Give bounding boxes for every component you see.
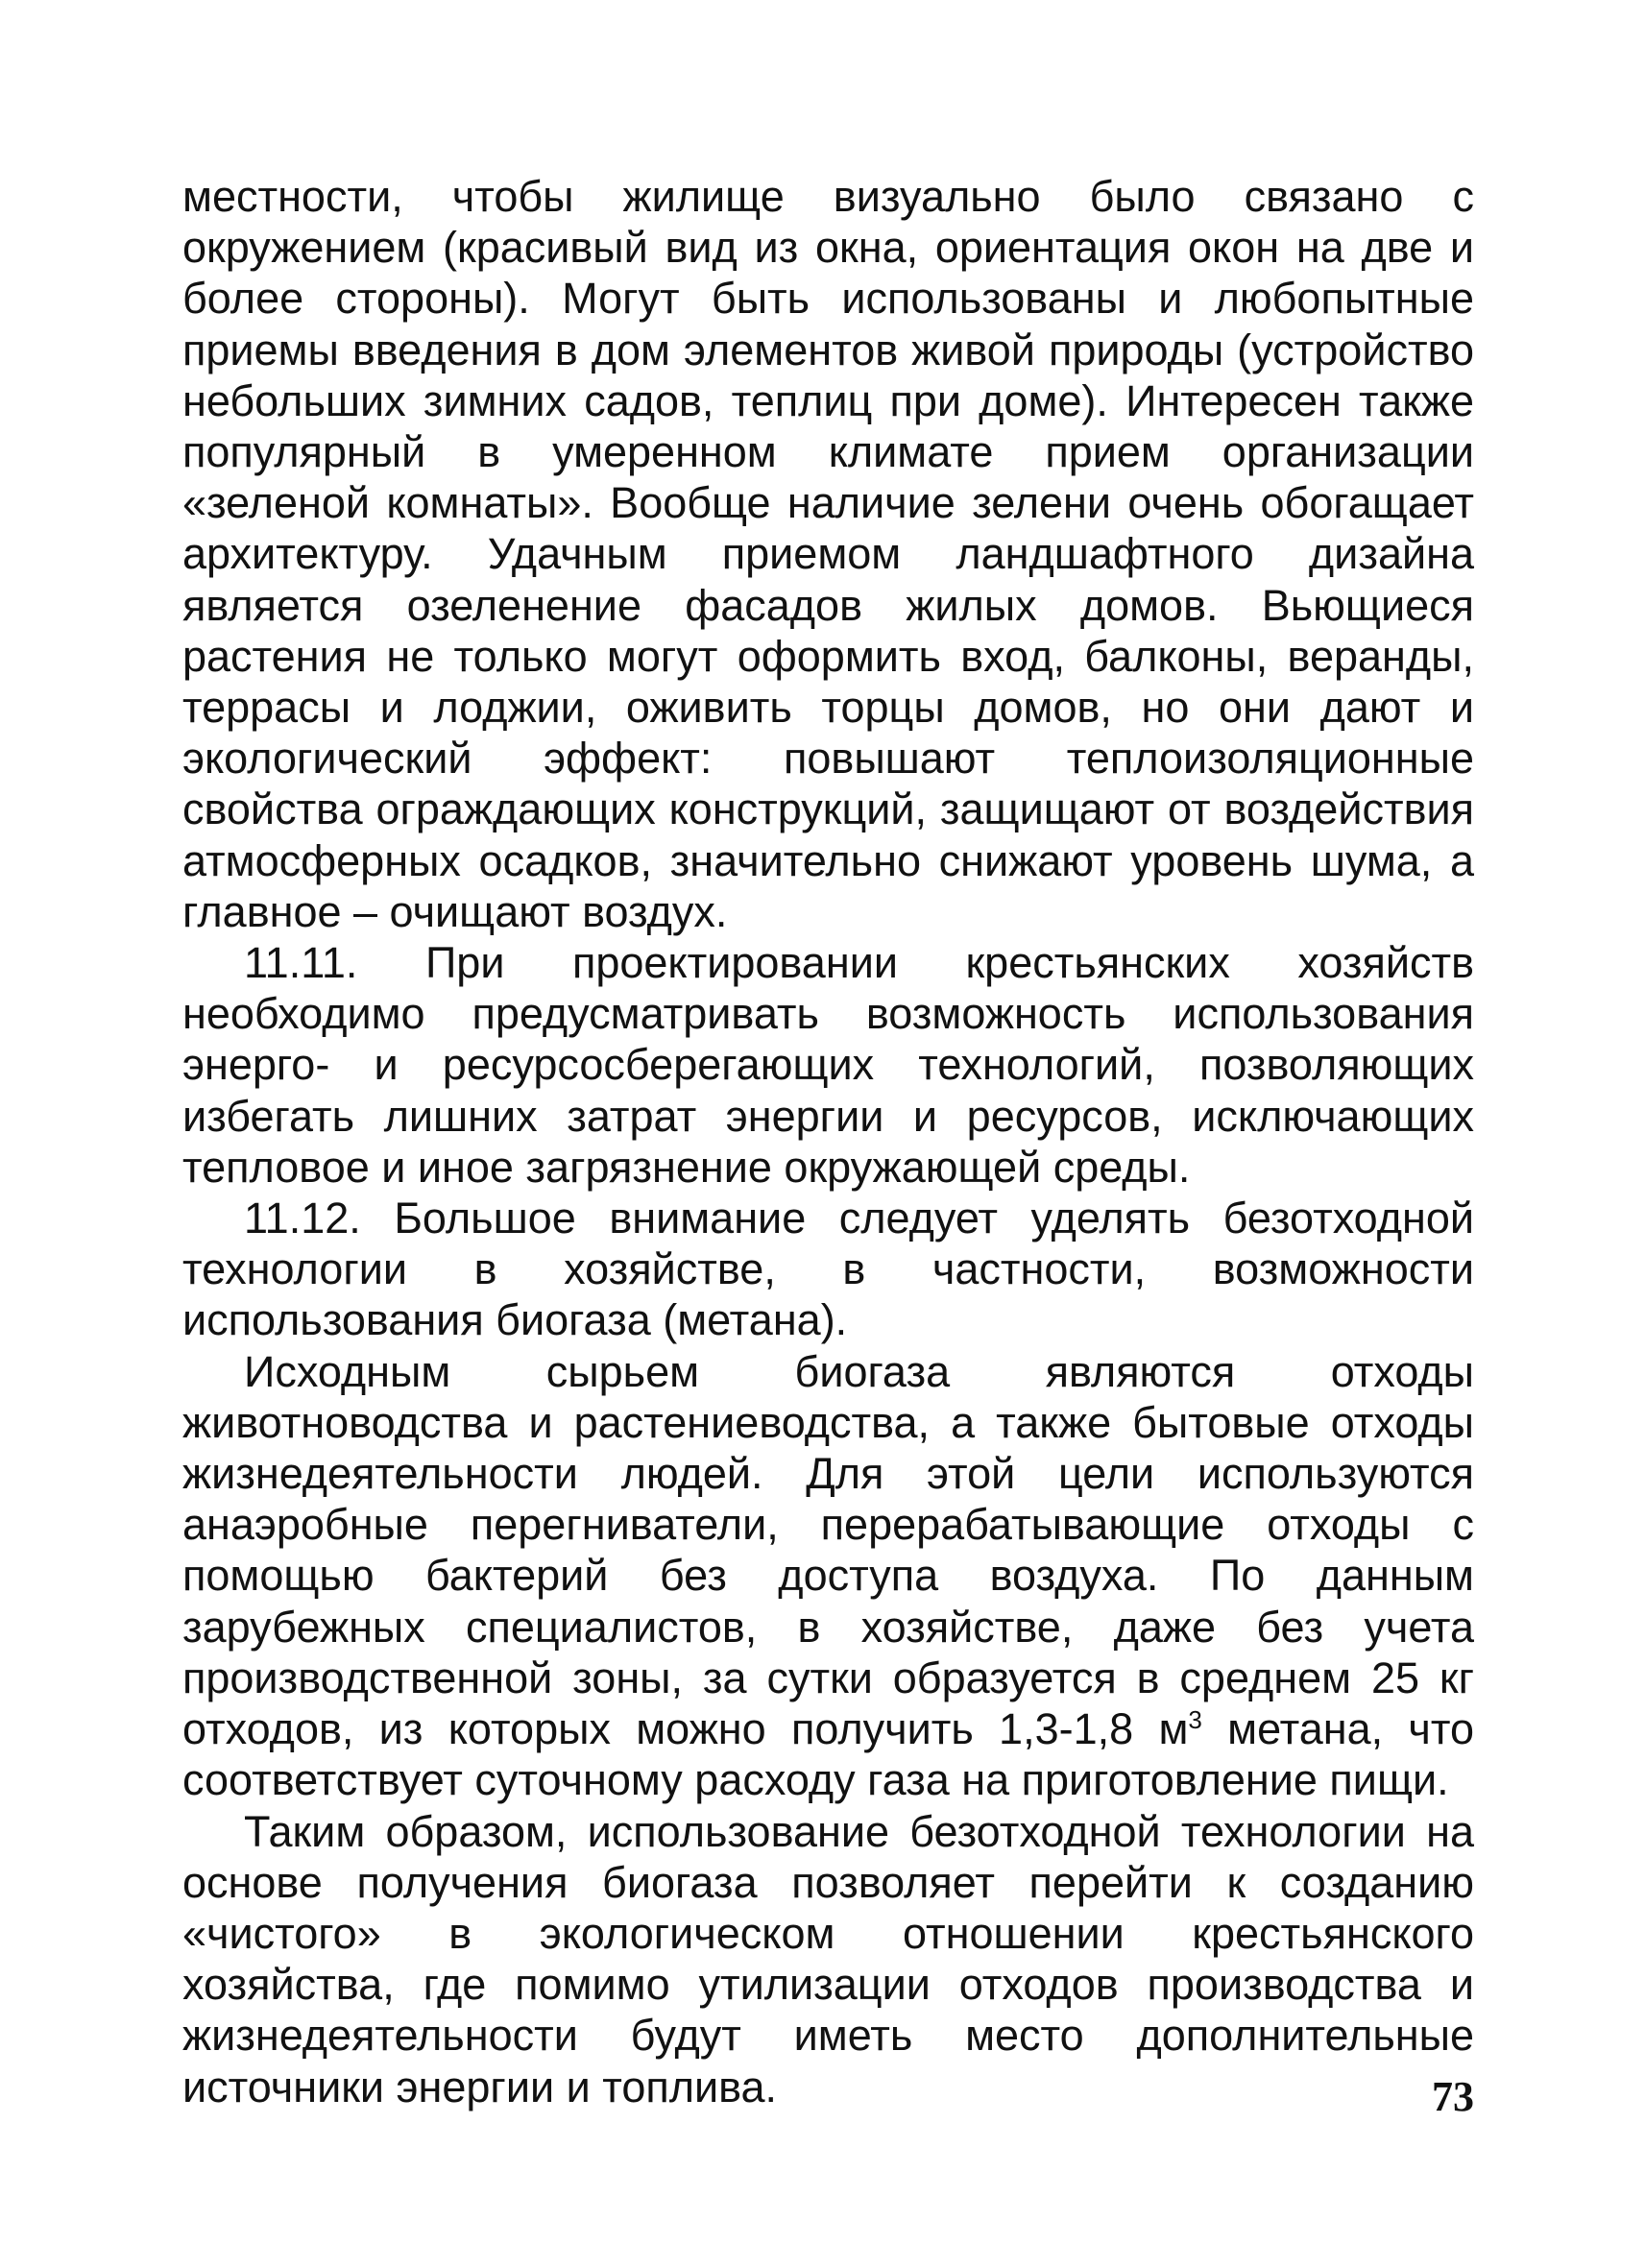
- paragraph-2: 11.11. При проектировании крестьянских хозяйств необходимо предусматривать возможность использования энерго- и ресурсосберегающих технологий, позволяющих избегать лишних затрат энергии и ресурсов, исключающих тепловое и иное загрязнение окружающей среды.: [182, 938, 1474, 1192]
- body-text: [182, 171, 1474, 2112]
- paragraph-4: [182, 1346, 1474, 1806]
- paragraph-5: Таким образом, использование безотходной технологии на основе получения биогаза позволяет перейти к созданию «чистого» в экологическом отношении крестьянского хозяйства, где помимо утилизации отходов производства и жизнедеятельности будут иметь место дополнительные источники энергии и топлива.: [182, 1806, 1474, 2111]
- page-number: 73: [1432, 2073, 1474, 2120]
- paragraph-3: 11.12. Большое внимание следует уделять безотходной технологии в хозяйстве, в частности, возможности использования биогаза (метана).: [182, 1194, 1474, 1345]
- paragraph-4-text-start: Исходным сырьем биогаза являются отходы животноводства и растениеводства, а также бытовые отходы жизнедеятельности людей. Для этой цели используются анаэробные перегниватели, перерабатывающие отходы с помощью бактерий без доступа воздуха. По данным зарубежных специалистов, в хозяйстве, даже без учета производственной зоны, за сутки образуется в среднем 25 кг отходов, из которых можно получить 1,3-1,8 м: [182, 1346, 1474, 1754]
- cubic-superscript: 3: [1188, 1705, 1202, 1735]
- paragraph-4-text-end: метана, что соответствует суточному расходу газа на приготовление пищи.: [182, 1704, 1474, 1805]
- paragraph-1: местности, чтобы жилище визуально было связано с окружением (красивый вид из окна, ориентация окон на две и более стороны). Могут быть использованы и любопытные приемы введения в дом элементов живой природы (устройство небольших зимних садов, теплиц при доме). Интересен также популярный в умеренном климате прием организации «зеленой комнаты». Вообще наличие зелени очень обогащает архитектуру. Удачным приемом ландшафтного дизайна является озеленение фасадов жилых домов. Вьющиеся растения не только могут оформить вход, балконы, веранды, террасы и лоджии, оживить торцы домов, но они дают и экологический эффект: повышают теплоизоляционные свойства ограждающих конструкций, защищают от воздействия атмосферных осадков, значительно снижают уровень шума, а главное – очищают воздух.: [182, 172, 1474, 936]
